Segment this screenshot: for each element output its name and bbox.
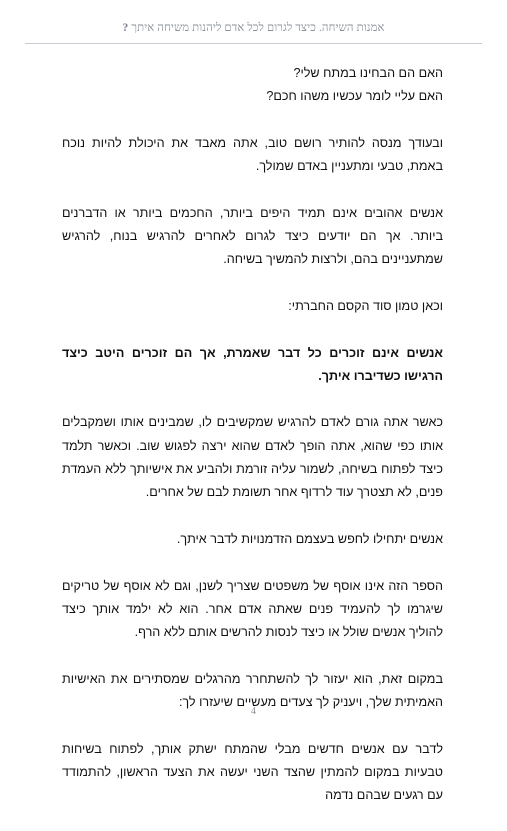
- paragraph: הספר הזה אינו אוסף של משפטים שצריך לשנן, וגם לא אוסף של טריקים שיגרמו לך להעמיד פנים שאתה אדם אחר. הוא לא ילמד אותך כיצד להוליך אנשים שולל או כיצד לנסות להרשים אותם ללא הרף.: [62, 578, 443, 640]
- running-header-title: אמנות השיחה. כיצד לגרום לכל אדם ליהנות משיחה איתך: [131, 22, 385, 34]
- question-line: האם הם הבחינו במתח שלי?: [293, 66, 443, 80]
- paragraph: ובעודך מנסה להותיר רושם טוב, אתה מאבד את היכולת להיות נוכח באמת, טבעי ומתעניין באדם שמולך.: [62, 135, 443, 174]
- header-divider: [25, 43, 482, 44]
- running-header-question-mark: ?: [122, 22, 129, 34]
- paragraph-questions: [62, 62, 443, 109]
- paragraph: אנשים יתחילו לחפש בעצמם הזדמנויות לדבר איתך.: [176, 531, 443, 546]
- paragraph: לדבר עם אנשים חדשים מבלי שהמתח ישתק אותך, לפתוח בשיחות טבעיות במקום להמתין שהצד השני יעשה את הצעד הראשון, להתמודד עם רגעים שבהם נדמה: [62, 741, 443, 803]
- paragraph: כאשר אתה גורם לאדם להרגיש שמקשיבים לו, שמבינים אותו ושמקבלים אותו כפי שהוא, אתה הופך לאדם שהוא ירצה לפגוש שוב. וכאשר תלמד כיצד לפתוח בשיחה, לשמור עליה זורמת ולהביע את אישיותך ללא העמדת פנים, לא תצטרך עוד לרדוף אחר תשומת לבם של אחרים.: [62, 415, 443, 500]
- page-number: 4: [251, 706, 256, 717]
- running-header: [0, 22, 507, 34]
- paragraph: וכאן טמון סוד הקסם החברתי:: [288, 298, 443, 313]
- paragraph: אנשים אהובים אינם תמיד היפים ביותר, החכמים ביותר או הדברנים ביותר. אך הם יודעים כיצד לגרום לאחרים להרגיש בנוח, להרגיש שמתעניינים בהם, ולרצות להמשיך בשיחה.: [62, 205, 443, 267]
- paragraph: במקום זאת, הוא יעזור לך להשתחרר מהרגלים שמסתירים את האישיות האמיתית שלך, ויעניק לך צעדים מעשיים שיעזרו לך:: [62, 671, 443, 710]
- question-line: האם עליי לומר עכשיו משהו חכם?: [266, 89, 443, 104]
- paragraph-bold-quote: אנשים אינם זוכרים כל דבר שאמרת, אך הם זוכרים היטב כיצד הרגישו כשדיברו איתך.: [62, 345, 443, 383]
